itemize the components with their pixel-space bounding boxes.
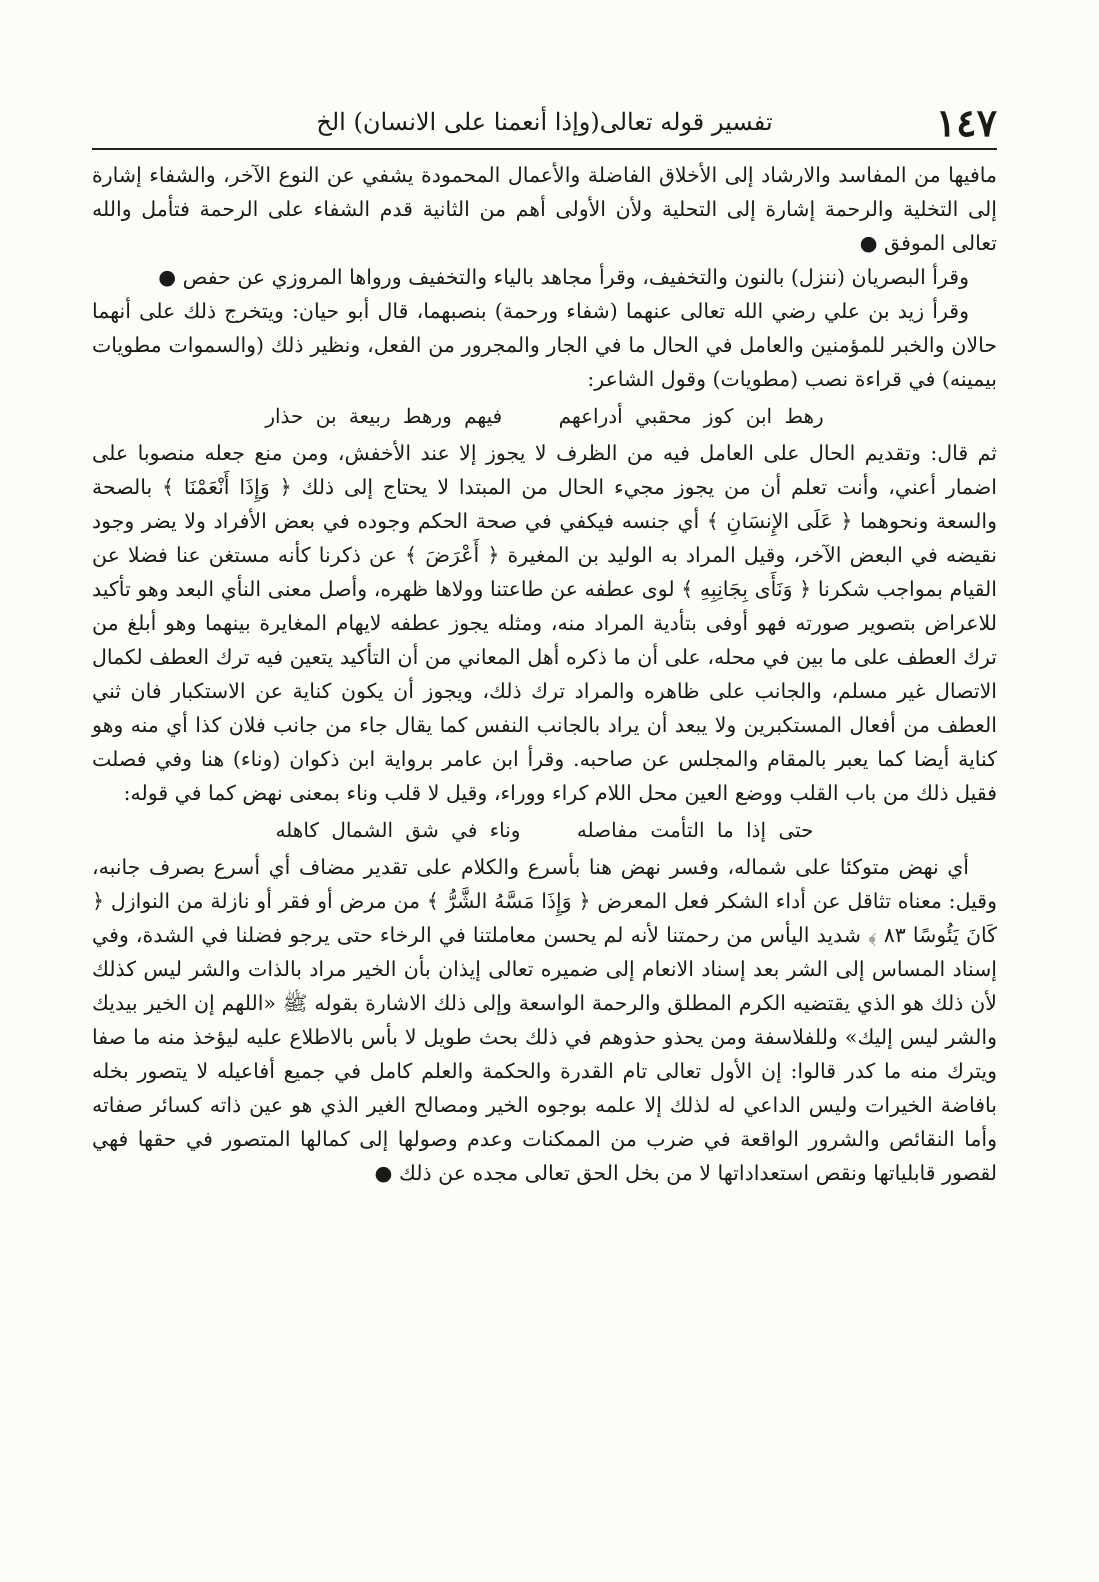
running-title: تفسير قوله تعالى(وإذا أنعمنا على الانسان) الخ [316, 108, 773, 136]
verse-second-hemistich: فيهم ورهط ربيعة بن حذار [265, 404, 503, 428]
paragraph: وقرأ البصريان (ننزل) بالنون والتخفيف، وقرأ مجاهد بالياء والتخفيف ورواها المروزي عن حفص ● [158, 265, 969, 289]
verse-first-hemistich: رهط ابن كوز محقبي أدراعهم [558, 404, 824, 428]
page-header [92, 98, 997, 150]
paragraph: ثم قال: وتقديم الحال على العامل فيه من الظرف لا يجوز إلا عند الأخفش، ومن منع جعله منصوبا على اضمار أعني، وأنت تعلم أن من يجوز مجيء الحال من المبتدا لا يحتاج إلى ذلك ﴿ وَإِذَا أَنْعَمْنَا ﴾ بالصحة والسعة ونحوهما ﴿ عَلَى الإِنسَانِ ﴾ أي جنسه فيكفي في صحة الحكم وجوده في بعض الأفراد ولا يضر وجود نقيضه في البعض الآخر، وقيل المراد به الوليد بن المغيرة ﴿ أَعْرَضَ ﴾ عن ذكرنا كأنه مستغن عنا فضلا عن القيام بمواجب شكرنا ﴿ وَنَأَى بِجَانِبِهِ ﴾ لوى عطفه عن طاعتنا وولاها ظهره، وأصل معنى النأي البعد وهو تأكيد للاعراض بتصوير صورته فهو أوفى بتأدية المراد منه، ومثله يجوز عطفه لايهام المغايرة بينهما وهو أبلغ من ترك العطف على ما بين في محله، على أن ما ذكره أهل المعاني من أن التأكيد يتعين فيه ترك العطف لكمال الاتصال غير مسلم، والجانب على ظاهره والمراد ترك ذلك، ويجوز أن يكون كناية عن الاستكبار فان ثني العطف من أفعال المستكبرين ولا يبعد أن يراد بالجانب النفس كما يقال جاء من جانب فلان كذا أي منه وهو كناية أيضا كما يعبر بالمقام والمجلس عن صاحبه. وقرأ ابن عامر برواية ابن ذكوان (وناء) هنا وفي فصلت فقيل ذلك من باب القلب ووضع العين محل اللام كراء ووراء، وقيل لا قلب وناء بمعنى نهض كما في قوله: [92, 441, 997, 805]
poetry-verse [92, 396, 997, 436]
page-body [92, 158, 997, 1190]
page-number: ١٤٧ [935, 100, 997, 145]
verse-second-hemistich: وناء في شق الشمال كاهله [275, 818, 521, 842]
page [92, 98, 997, 1190]
paragraph: وقرأ زيد بن علي رضي الله تعالى عنهما (شفاء ورحمة) بنصبهما، قال أبو حيان: ويتخرج ذلك على أنهما حالان والخبر للمؤمنين والعامل في الحال ما في الجار والمجرور من الفعل، ونظير ذلك (والسموات مطويات بيمينه) في قراءة نصب (مطويات) وقول الشاعر: [92, 299, 997, 391]
verse-first-hemistich: حتى إذا ما التأمت مفاصله [576, 818, 814, 842]
paragraph: مافيها من المفاسد والارشاد إلى الأخلاق الفاضلة والأعمال المحمودة يشفي عن النوع الآخر، والشفاء إشارة إلى التخلية والرحمة إشارة إلى التحلية ولأن الأولى أهم من الثانية قدم الشفاء على الرحمة فتأمل والله تعالى الموفق ● [92, 163, 997, 255]
paragraph: أي نهض متوكئا على شماله، وفسر نهض هنا بأسرع والكلام على تقدير مضاف أي أسرع بصرف جانبه، وقيل: معناه تثاقل عن أداء الشكر فعل المعرض ﴿ وَإِذَا مَسَّهُ الشَّرُّ ﴾ من مرض أو فقر أو نازلة من النوازل ﴿ كَانَ يَئُوسًا ٨٣ ﴾ شديد اليأس من رحمتنا لأنه لم يحسن معاملتنا في الرخاء حتى يرجو فضلنا في الشدة، وفي إسناد المساس إلى الشر بعد إسناد الانعام إلى ضميره تعالى إيذان بأن الخير مراد بالذات والشر ليس كذلك لأن ذلك هو الذي يقتضيه الكرم المطلق والرحمة الواسعة وإلى ذلك الاشارة بقوله ﷺ «اللهم إن الخير بيديك والشر ليس إليك» وللفلاسفة ومن يحذو حذوهم في ذلك بحث طويل لا بأس بالاطلاع عليه ليؤخذ منه ما صفا ويترك منه ما كدر قالوا: إن الأول تعالى تام القدرة والحكمة والعلم كامل في جميع أفاعيله لا يتصور بخله بافاضة الخيرات وليس الداعي له لذلك إلا علمه بوجوه الخير ومصالح الغير الذي هو عين ذاته كسائر صفاته وأما النقائص والشرور الواقعة في ضرب من الممكنات وعدم وصولها إلى كمالها المتصور في حقها فهي لقصور قابلياتها ونقص استعداداتها لا من بخل الحق تعالى مجده عن ذلك ● [92, 855, 998, 1185]
poetry-verse [92, 810, 997, 850]
